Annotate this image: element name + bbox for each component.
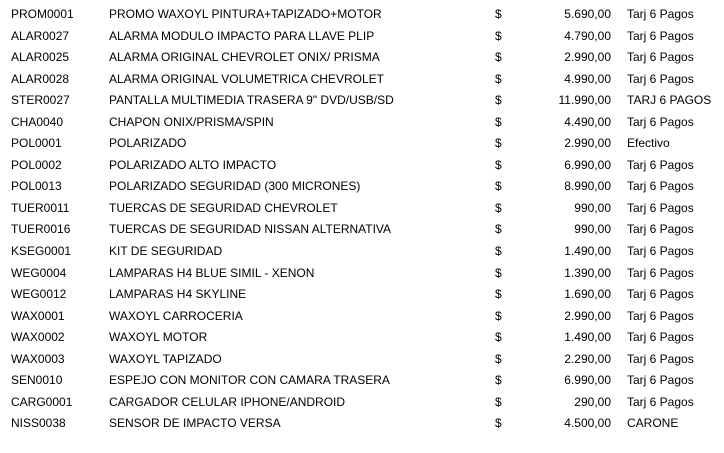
product-description-cell: WAXOYL CARROCERIA [109,308,243,323]
product-code-cell: ALAR0027 [11,28,70,43]
currency-symbol-cell: $ [495,330,502,345]
currency-symbol-cell: $ [495,287,502,302]
payment-method-cell: Tarj 6 Pagos [627,7,694,21]
price-list-sheet [0,4,724,435]
product-code-cell: WAX0001 [11,308,65,323]
price-amount-cell: 4.500,00 [564,416,611,431]
price-amount-cell: 290,00 [574,394,611,409]
payment-method-cell: Tarj 6 Pagos [627,222,694,237]
product-description-cell: ALARMA ORIGINAL CHEVROLET ONIX/ PRISMA [109,50,380,65]
payment-method-cell: Tarj 6 Pagos [627,71,694,86]
product-description-cell: WAXOYL TAPIZADO [109,351,222,366]
currency-symbol-cell: $ [495,28,502,43]
payment-method-cell: Efectivo [627,136,670,151]
product-code-cell: NISS0038 [11,416,66,431]
price-list-row [0,392,724,414]
currency-symbol-cell: $ [495,394,502,409]
product-description-cell: ALARMA ORIGINAL VOLUMETRICA CHEVROLET [109,71,384,86]
price-amount-cell: 2.990,00 [564,136,611,151]
price-amount-cell: 1.690,00 [564,287,611,302]
currency-symbol-cell: $ [495,308,502,323]
price-amount-cell: 4.490,00 [564,114,611,129]
price-list-row [0,198,724,220]
price-list-row [0,90,724,112]
price-amount-cell: 4.790,00 [564,28,611,43]
payment-method-cell: Tarj 6 Pagos [627,287,694,302]
product-description-cell: ALARMA MODULO IMPACTO PARA LLAVE PLIP [109,28,375,43]
price-amount-cell: 5.690,00 [564,7,611,21]
price-amount-cell: 1.490,00 [564,244,611,259]
product-description-cell: ESPEJO CON MONITOR CON CAMARA TRASERA [109,373,390,388]
product-code-cell: POL0001 [11,136,62,151]
currency-symbol-cell: $ [495,136,502,151]
price-list-row [0,69,724,91]
currency-symbol-cell: $ [495,7,502,21]
payment-method-cell: Tarj 6 Pagos [627,200,694,215]
price-amount-cell: 2.290,00 [564,351,611,366]
product-description-cell: CHAPON ONIX/PRISMA/SPIN [109,114,274,129]
product-description-cell: LAMPARAS H4 SKYLINE [109,287,247,302]
currency-symbol-cell: $ [495,50,502,65]
currency-symbol-cell: $ [495,157,502,172]
currency-symbol-cell: $ [495,351,502,366]
product-code-cell: ALAR0028 [11,71,70,86]
product-description-cell: POLARIZADO SEGURIDAD (300 MICRONES) [109,179,361,194]
product-code-cell: KSEG0001 [11,244,72,259]
product-code-cell: WAX0002 [11,330,65,345]
price-list-row [0,47,724,69]
price-amount-cell: 6.990,00 [564,373,611,388]
price-list-row [0,4,724,26]
payment-method-cell: Tarj 6 Pagos [627,114,694,129]
product-description-cell: CARGADOR CELULAR IPHONE/ANDROID [109,394,346,409]
product-description-cell: TUERCAS DE SEGURIDAD NISSAN ALTERNATIVA [109,222,392,237]
price-amount-cell: 990,00 [574,200,611,215]
price-amount-cell: 8.990,00 [564,179,611,194]
price-amount-cell: 6.990,00 [564,157,611,172]
product-code-cell: TUER0016 [11,222,71,237]
product-code-cell: ALAR0025 [11,50,70,65]
price-amount-cell: 1.390,00 [564,265,611,280]
product-code-cell: CARG0001 [11,394,73,409]
product-code-cell: SEN0010 [11,373,63,388]
price-list-row [0,133,724,155]
price-amount-cell: 11.990,00 [558,93,611,108]
price-list-row [0,112,724,134]
price-amount-cell: 1.490,00 [564,330,611,345]
product-description-cell: POLARIZADO ALTO IMPACTO [109,157,277,172]
price-amount-cell: 2.990,00 [564,308,611,323]
price-list-row [0,241,724,263]
currency-symbol-cell: $ [495,114,502,129]
price-list-row [0,284,724,306]
product-description-cell: POLARIZADO [109,136,187,151]
price-list-row [0,349,724,371]
payment-method-cell: Tarj 6 Pagos [627,157,694,172]
price-list-row [0,219,724,241]
product-code-cell: STER0027 [11,93,70,108]
price-amount-cell: 4.990,00 [564,71,611,86]
product-description-cell: PROMO WAXOYL PINTURA+TAPIZADO+MOTOR [109,7,382,21]
payment-method-cell: Tarj 6 Pagos [627,50,694,65]
payment-method-cell: Tarj 6 Pagos [627,28,694,43]
currency-symbol-cell: $ [495,200,502,215]
currency-symbol-cell: $ [495,179,502,194]
payment-method-cell: CARONE [627,416,679,431]
price-list-row [0,306,724,328]
price-list-row [0,413,724,435]
product-code-cell: TUER0011 [11,200,70,215]
payment-method-cell: Tarj 6 Pagos [627,373,694,388]
product-description-cell: TUERCAS DE SEGURIDAD CHEVROLET [109,200,338,215]
product-description-cell: SENSOR DE IMPACTO VERSA [109,416,281,431]
product-description-cell: LAMPARAS H4 BLUE SIMIL - XENON [109,265,315,280]
price-amount-cell: 2.990,00 [564,50,611,65]
currency-symbol-cell: $ [495,244,502,259]
currency-symbol-cell: $ [495,222,502,237]
product-code-cell: PROM0001 [11,7,74,21]
payment-method-cell: Tarj 6 Pagos [627,330,694,345]
product-description-cell: KIT DE SEGURIDAD [109,244,223,259]
product-code-cell: WAX0003 [11,351,65,366]
payment-method-cell: Tarj 6 Pagos [627,308,694,323]
payment-method-cell: Tarj 6 Pagos [627,179,694,194]
product-code-cell: POL0013 [11,179,62,194]
product-description-cell: WAXOYL MOTOR [109,330,208,345]
price-list-row [0,155,724,177]
price-list-row [0,176,724,198]
currency-symbol-cell: $ [495,71,502,86]
currency-symbol-cell: $ [495,373,502,388]
payment-method-cell: Tarj 6 Pagos [627,351,694,366]
currency-symbol-cell: $ [495,265,502,280]
product-code-cell: WEG0012 [11,287,67,302]
currency-symbol-cell: $ [495,416,502,431]
currency-symbol-cell: $ [495,93,502,108]
product-code-cell: POL0002 [11,157,62,172]
price-list-row [0,263,724,285]
price-list-row [0,327,724,349]
product-description-cell: PANTALLA MULTIMEDIA TRASERA 9" DVD/USB/SD [109,93,394,108]
payment-method-cell: Tarj 6 Pagos [627,265,694,280]
payment-method-cell: Tarj 6 Pagos [627,394,694,409]
product-code-cell: CHA0040 [11,114,64,129]
price-list-row [0,370,724,392]
payment-method-cell: Tarj 6 Pagos [627,244,694,259]
price-amount-cell: 990,00 [574,222,611,237]
price-list-row [0,26,724,48]
payment-method-cell: TARJ 6 PAGOS [627,93,712,108]
product-code-cell: WEG0004 [11,265,67,280]
